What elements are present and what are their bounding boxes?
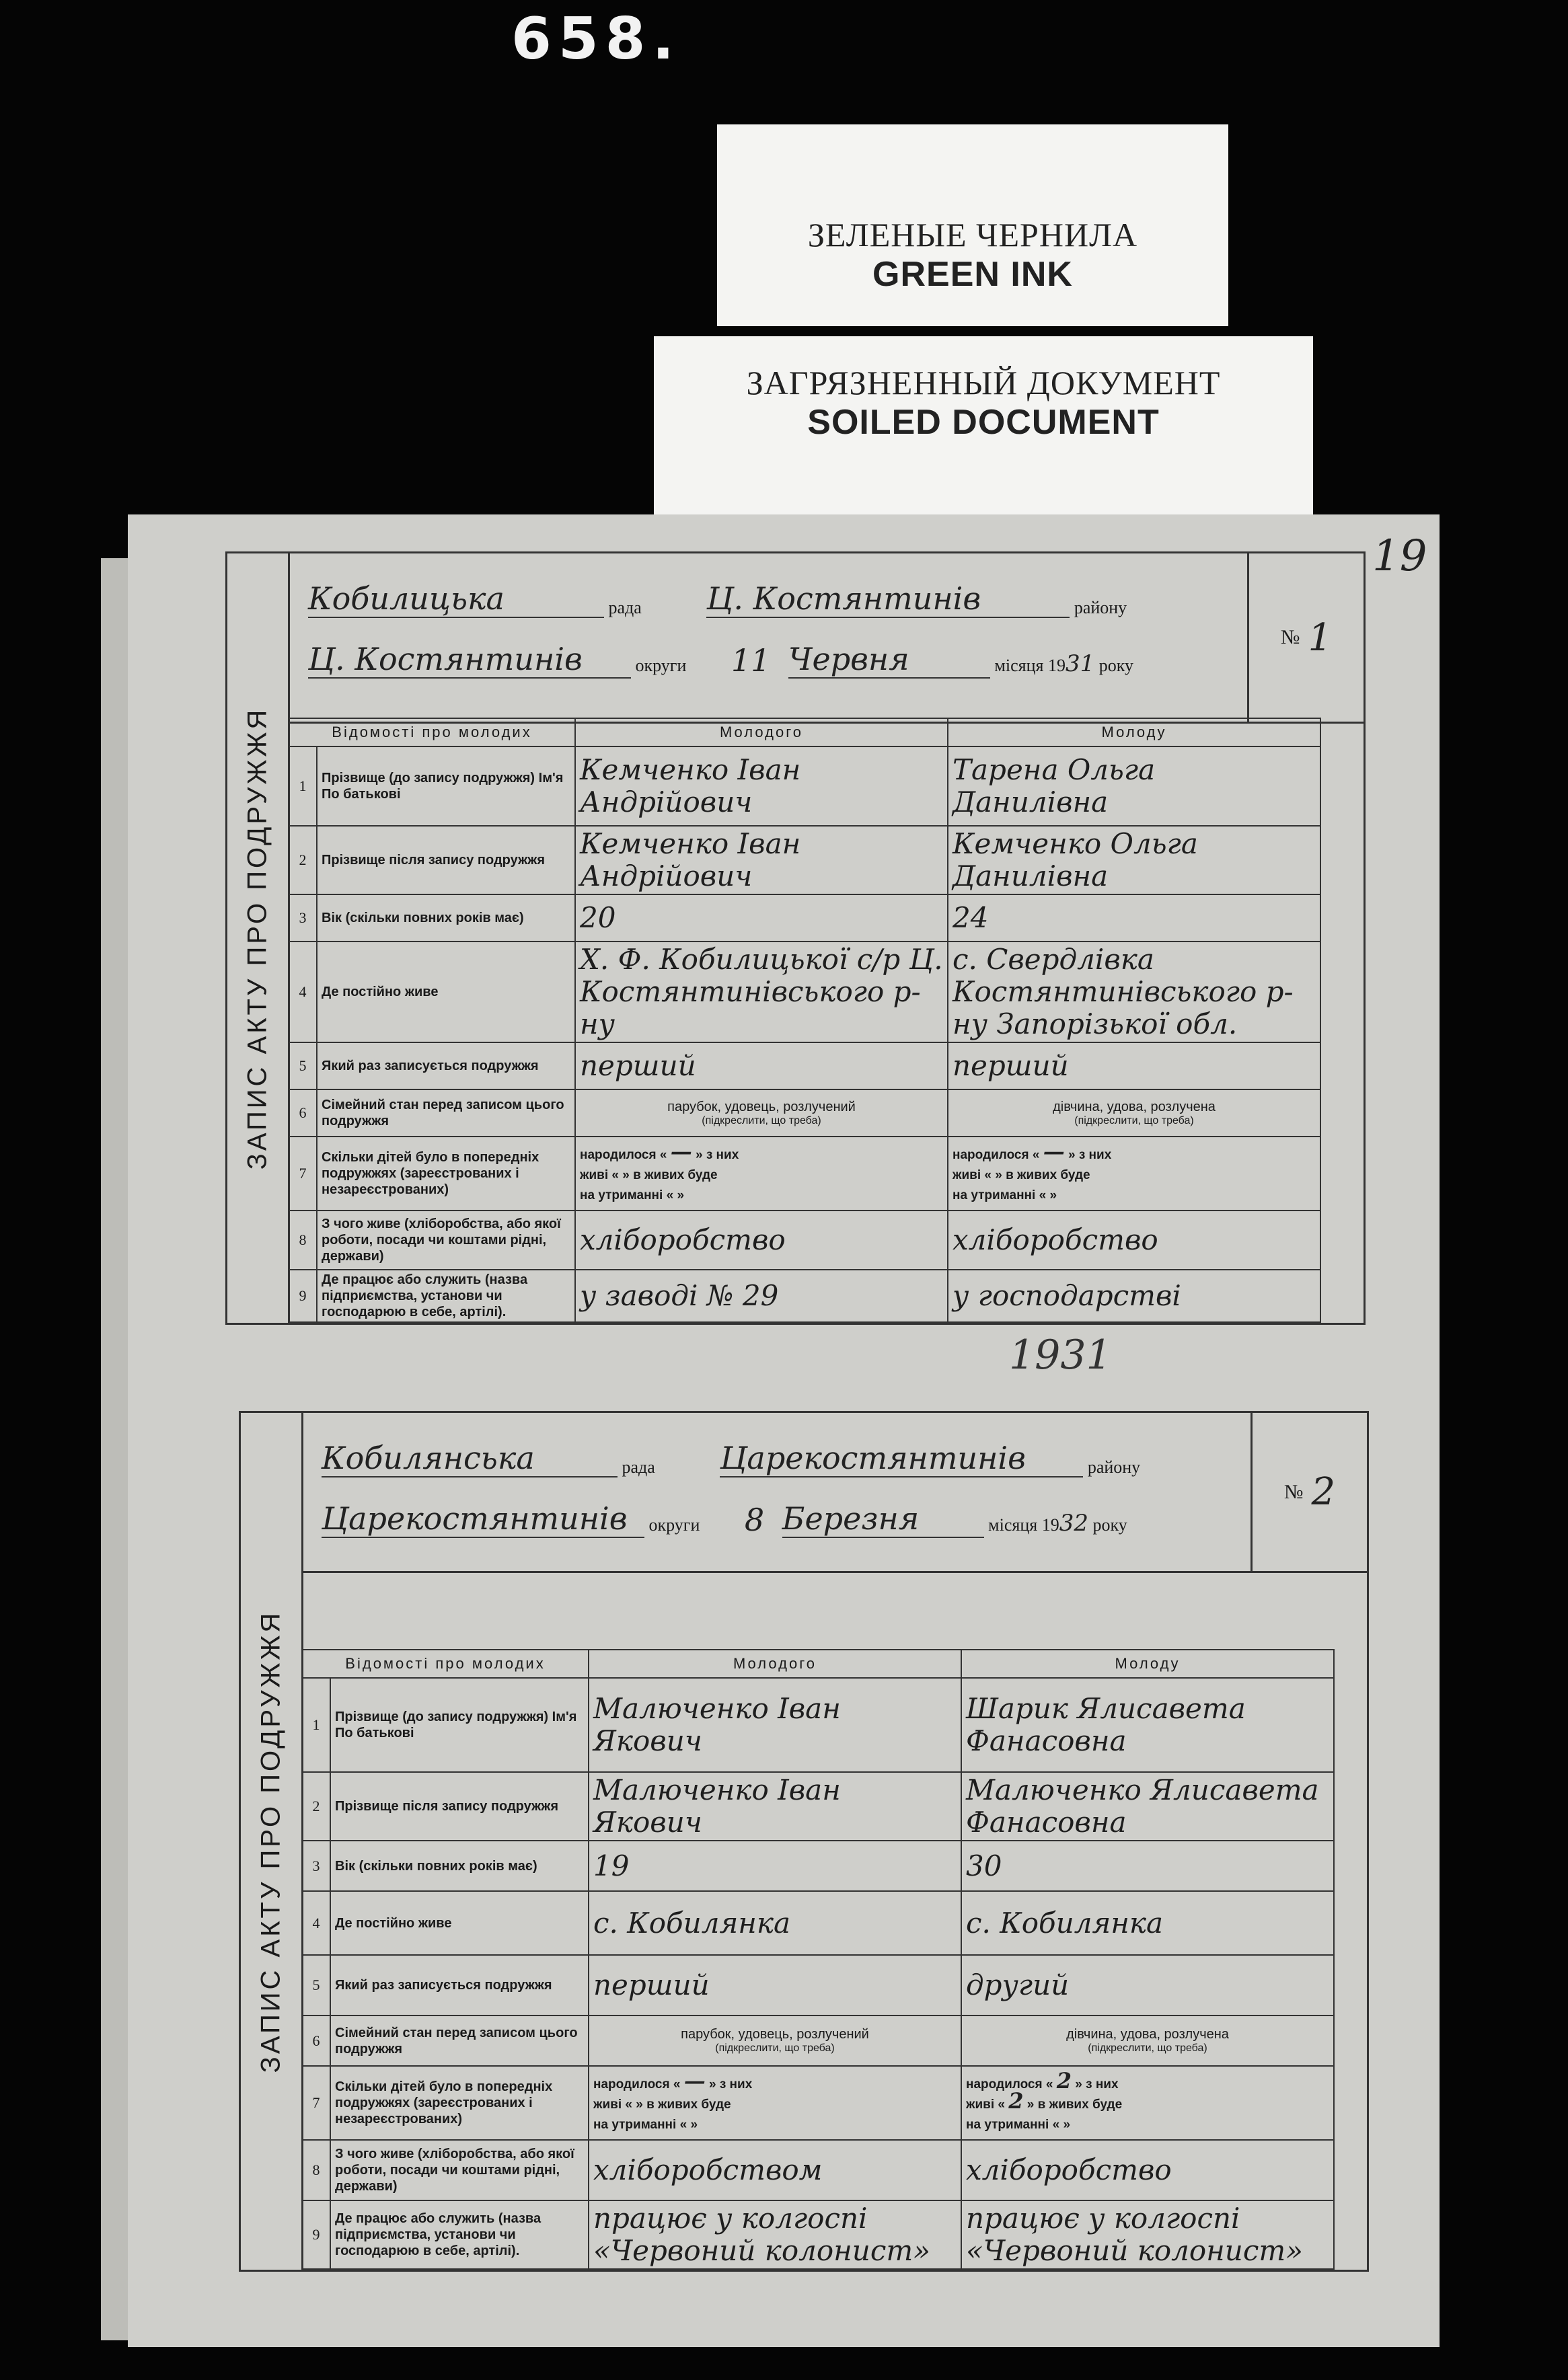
groom-answer: с. Кобилянка	[593, 1906, 791, 1940]
soiled-document-label	[654, 336, 1313, 514]
row-number: 5	[302, 1955, 330, 2016]
question-label: Прізвище (до запису подружжя) Ім'я По батькові	[330, 1678, 589, 1772]
row-number: 8	[302, 2140, 330, 2200]
bride-cell	[948, 1042, 1320, 1089]
groom-answer: Х. Ф. Кобилицької с/р Ц. Костянтинівського р-ну	[580, 943, 943, 1040]
groom-answer: 20	[580, 901, 616, 934]
year-value: 32	[1059, 1510, 1088, 1537]
groom-kids-count: народилося « — » з них живі « » в живих буде на утриманні « »	[593, 2068, 753, 2132]
table-row	[289, 746, 1320, 826]
groom-cell	[575, 1211, 948, 1270]
groom-cell	[589, 1678, 961, 1772]
groom-answer: перший	[580, 1049, 696, 1082]
table-row	[289, 942, 1320, 1042]
groom-cell	[575, 894, 948, 942]
question-label: Сімейний стан перед записом цього подружжя	[330, 2016, 589, 2066]
raion-value: Ц. Костянтинів	[706, 580, 1070, 618]
question-label: Який раз записується подружжя	[330, 1955, 589, 2016]
question-label: З чого живе (хліборобства, або якої роботи, посади чи коштами рідні, держави)	[317, 1211, 575, 1270]
col-info-header: Відомості про молодих	[302, 1650, 589, 1678]
bride-answer: с. Кобилянка	[966, 1906, 1164, 1940]
groom-cell	[589, 2016, 961, 2066]
rada-value: Кобилицька	[308, 580, 604, 618]
table-row	[302, 1841, 1334, 1891]
page-number: 19	[1372, 531, 1427, 581]
row-number: 9	[289, 1270, 317, 1322]
row-number: 6	[302, 2016, 330, 2066]
bride-cell	[961, 2200, 1334, 2269]
col-groom-header: Молодого	[589, 1650, 961, 1678]
table-row	[289, 1089, 1320, 1137]
row-number: 2	[302, 1772, 330, 1841]
groom-answer: 19	[593, 1849, 630, 1882]
groom-answer: Малюченко Іван Якович	[593, 1692, 841, 1757]
day-value: 11	[731, 642, 771, 679]
table-header-row	[289, 718, 1320, 746]
groom-cell	[575, 1137, 948, 1211]
bride-answer: хліборобство	[953, 1223, 1158, 1256]
header-row-1	[322, 1440, 1140, 1477]
table-row	[302, 2066, 1334, 2140]
rada-label: рада	[622, 1457, 655, 1477]
header-row-2	[322, 1500, 1127, 1538]
row-number: 3	[289, 894, 317, 942]
year-label: року	[1098, 656, 1134, 675]
row-number: 7	[289, 1137, 317, 1211]
record-header	[301, 1413, 1367, 1573]
green-ink-label-ru: ЗЕЛЕНЫЕ ЧЕРНИЛА	[807, 216, 1138, 254]
record-number-box	[1250, 1413, 1367, 1571]
groom-status-options: парубок, удовець, розлучений (підкреслити, що треба)	[681, 2027, 869, 2054]
groom-answer: Кемченко Іван Андрійович	[580, 753, 801, 818]
groom-status-options: парубок, удовець, розлучений (підкреслити, що треба)	[667, 1099, 856, 1126]
record-number: 2	[1311, 1470, 1336, 1514]
year-annotation: 1931	[1009, 1332, 1112, 1379]
groom-cell	[575, 746, 948, 826]
okrug-value: Ц. Костянтинів	[308, 641, 631, 679]
table-row	[302, 2200, 1334, 2269]
table-row	[302, 1955, 1334, 2016]
question-label: Який раз записується подружжя	[317, 1042, 575, 1089]
record-table	[301, 1649, 1335, 2270]
row-number: 1	[302, 1678, 330, 1772]
bride-status-options: дівчина, удова, розлучена (підкреслити, що треба)	[1066, 2027, 1229, 2054]
bride-cell	[948, 826, 1320, 894]
record-number-box	[1247, 553, 1364, 722]
question-label: Де постійно живе	[317, 942, 575, 1042]
record-header	[288, 553, 1364, 724]
row-number: 4	[302, 1891, 330, 1955]
bride-cell	[961, 1772, 1334, 1841]
bride-answer: 24	[953, 901, 989, 934]
groom-kids-count: народилося « — » з них живі « » в живих буде на утриманні « »	[580, 1139, 739, 1202]
row-number: 6	[289, 1089, 317, 1137]
bride-answer: Малюченко Ялисавета Фанасовна	[966, 1773, 1319, 1839]
raion-label: району	[1074, 598, 1127, 617]
question-label: Вік (скільки повних років має)	[317, 894, 575, 942]
groom-answer: хліборобство	[580, 1223, 786, 1256]
bride-kids-count: народилося « 2 » з них живі « 2 » в живих буде на утриманні « »	[966, 2068, 1123, 2132]
number-label: №	[1283, 1480, 1304, 1503]
day-value: 8	[744, 1502, 765, 1538]
rada-label: рада	[608, 598, 642, 617]
table-row	[289, 1211, 1320, 1270]
groom-cell	[589, 1891, 961, 1955]
marriage-record-2	[239, 1411, 1369, 2272]
groom-answer: Кемченко Іван Андрійович	[580, 827, 801, 892]
question-label: Прізвище після запису подружжя	[330, 1772, 589, 1841]
groom-cell	[575, 826, 948, 894]
row-number: 1	[289, 746, 317, 826]
question-label: Скільки дітей було в попередніх подружжях (зареєстрованих і незареєстрованих)	[317, 1137, 575, 1211]
bride-answer: Шарик Ялисавета Фанасовна	[966, 1692, 1246, 1757]
bride-answer: Кемченко Ольга Данилівна	[953, 827, 1198, 892]
groom-cell	[589, 1772, 961, 1841]
bride-cell	[961, 1955, 1334, 2016]
groom-cell	[589, 1841, 961, 1891]
question-label: Прізвище (до запису подружжя) Ім'я По батькові	[317, 746, 575, 826]
groom-answer: Малюченко Іван Якович	[593, 1773, 841, 1839]
bride-cell	[961, 1841, 1334, 1891]
bride-answer: перший	[953, 1049, 1069, 1082]
bride-answer: хліборобство	[966, 2153, 1172, 2186]
okrug-label: округи	[648, 1515, 700, 1535]
col-groom-header: Молодого	[575, 718, 948, 746]
groom-cell	[589, 2200, 961, 2269]
row-number: 2	[289, 826, 317, 894]
groom-cell	[575, 942, 948, 1042]
groom-cell	[575, 1270, 948, 1322]
table-row	[302, 2140, 1334, 2200]
bride-kids-count: народилося « — » з них живі « » в живих буде на утриманні « »	[953, 1139, 1112, 1202]
question-label: Сімейний стан перед записом цього подружжя	[317, 1089, 575, 1137]
bride-cell	[961, 2066, 1334, 2140]
table-row	[289, 826, 1320, 894]
bride-cell	[948, 942, 1320, 1042]
month-value: Червня	[788, 641, 990, 679]
bride-cell	[948, 1089, 1320, 1137]
record-number: 1	[1308, 615, 1333, 660]
year-value: 31	[1065, 650, 1095, 677]
col-info-header: Відомості про молодих	[289, 718, 575, 746]
row-number: 4	[289, 942, 317, 1042]
header-row-2	[308, 641, 1133, 679]
soiled-label-en: SOILED DOCUMENT	[807, 403, 1160, 442]
green-ink-label	[717, 124, 1228, 326]
table-row	[289, 1042, 1320, 1089]
question-label: Прізвище після запису подружжя	[317, 826, 575, 894]
question-label: Де працює або служить (назва підприємства, установи чи господарюю в себе, артілі).	[317, 1270, 575, 1322]
groom-answer: працює у колгоспі «Червоний колонист»	[593, 2202, 930, 2267]
question-label: Де працює або служить (назва підприємства, установи чи господарюю в себе, артілі).	[330, 2200, 589, 2269]
header-row-1	[308, 580, 1127, 618]
bride-cell	[948, 1137, 1320, 1211]
question-label: Вік (скільки повних років має)	[330, 1841, 589, 1891]
bride-cell	[961, 1678, 1334, 1772]
groom-cell	[589, 2066, 961, 2140]
record-table	[288, 718, 1321, 1323]
raion-label: району	[1087, 1457, 1141, 1477]
bride-answer: у господарстві	[953, 1279, 1181, 1312]
groom-cell	[589, 1955, 961, 2016]
okrug-value: Царекостянтинів	[322, 1500, 644, 1538]
okrug-label: округи	[635, 656, 687, 675]
table-row	[302, 1772, 1334, 1841]
bride-cell	[961, 1891, 1334, 1955]
green-ink-label-en: GREEN INK	[872, 255, 1073, 294]
bride-answer: працює у колгоспі «Червоний колонист»	[966, 2202, 1303, 2267]
side-title: ЗАПИС АКТУ ПРО ПОДРУЖЖЯ	[227, 553, 290, 1323]
month-value: Березня	[782, 1500, 984, 1538]
bride-cell	[961, 2140, 1334, 2200]
table-row	[302, 1891, 1334, 1955]
groom-cell	[589, 2140, 961, 2200]
row-number: 9	[302, 2200, 330, 2269]
table-row	[289, 1137, 1320, 1211]
bride-cell	[948, 894, 1320, 942]
question-label: Де постійно живе	[330, 1891, 589, 1955]
row-number: 7	[302, 2066, 330, 2140]
soiled-label-ru: ЗАГРЯЗНЕННЫЙ ДОКУМЕНТ	[746, 364, 1221, 401]
bride-answer: Тарена Ольга Данилівна	[953, 753, 1156, 818]
bride-answer: с. Свердлівка Костянтинівського р-ну Запорізької обл.	[953, 943, 1294, 1040]
bride-status-options: дівчина, удова, розлучена (підкреслити, що треба)	[1053, 1099, 1216, 1126]
groom-answer: хліборобством	[593, 2153, 823, 2186]
bride-cell	[961, 2016, 1334, 2066]
question-label: З чого живе (хліборобства, або якої роботи, посади чи коштами рідні, держави)	[330, 2140, 589, 2200]
col-bride-header: Молоду	[948, 718, 1320, 746]
row-number: 3	[302, 1841, 330, 1891]
groom-cell	[575, 1089, 948, 1137]
groom-cell	[575, 1042, 948, 1089]
month-label: місяця 19	[994, 656, 1066, 675]
bride-cell	[948, 746, 1320, 826]
raion-value: Царекостянтинів	[720, 1440, 1083, 1477]
question-label: Скільки дітей було в попередніх подружжях (зареєстрованих і незареєстрованих)	[330, 2066, 589, 2140]
table-row	[289, 894, 1320, 942]
table-row	[302, 2016, 1334, 2066]
groom-answer: у заводі № 29	[580, 1279, 779, 1312]
archive-stamp-number: 658.	[511, 5, 681, 73]
side-title: ЗАПИС АКТУ ПРО ПОДРУЖЖЯ	[241, 1413, 303, 2270]
number-label: №	[1280, 626, 1300, 648]
row-number: 5	[289, 1042, 317, 1089]
col-bride-header: Молоду	[961, 1650, 1334, 1678]
table-row	[289, 1270, 1320, 1322]
table-header-row	[302, 1650, 1334, 1678]
bride-answer: 30	[966, 1849, 1002, 1882]
bride-cell	[948, 1270, 1320, 1322]
rada-value: Кобилянська	[322, 1440, 618, 1477]
month-label: місяця 19	[988, 1515, 1059, 1535]
table-row	[302, 1678, 1334, 1772]
row-number: 8	[289, 1211, 317, 1270]
year-label: року	[1092, 1515, 1127, 1535]
bride-cell	[948, 1211, 1320, 1270]
bride-answer: другий	[966, 1968, 1070, 2001]
marriage-record-1	[225, 551, 1366, 1325]
groom-answer: перший	[593, 1968, 710, 2001]
